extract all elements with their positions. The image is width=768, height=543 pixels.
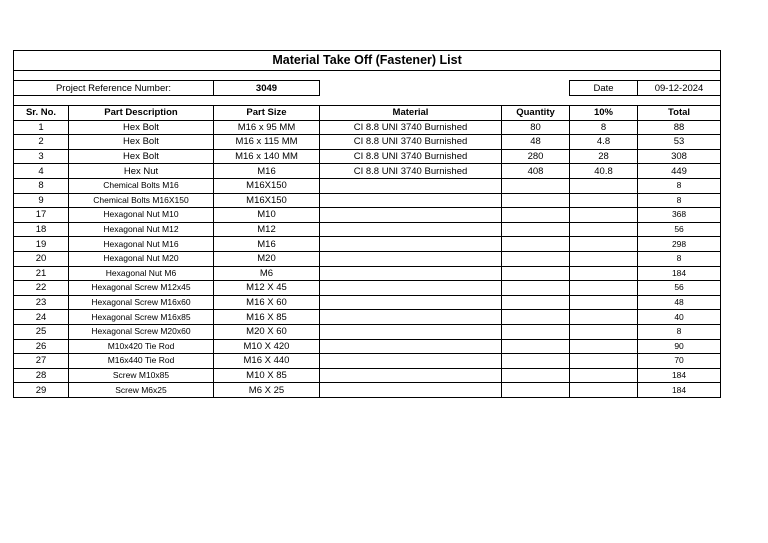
table-row xyxy=(14,310,721,325)
cell-sr: 1 xyxy=(14,120,69,135)
table-row xyxy=(14,222,721,237)
table-row xyxy=(14,208,721,223)
cell-percent xyxy=(570,266,638,281)
cell-total: 184 xyxy=(638,368,721,383)
cell-description: Hex Bolt xyxy=(69,149,214,164)
cell-sr: 28 xyxy=(14,368,69,383)
cell-percent xyxy=(570,310,638,325)
cell-percent xyxy=(570,324,638,339)
cell-percent xyxy=(570,208,638,223)
cell-material xyxy=(320,310,502,325)
cell-total: 184 xyxy=(638,266,721,281)
cell-percent xyxy=(570,193,638,208)
col-header-total: Total xyxy=(638,106,721,121)
date-label: Date xyxy=(570,81,638,96)
col-header-description: Part Description xyxy=(69,106,214,121)
table-row xyxy=(14,324,721,339)
cell-material: CI 8.8 UNI 3740 Burnished xyxy=(320,149,502,164)
cell-size: M16 xyxy=(214,237,320,252)
cell-size: M16 xyxy=(214,164,320,179)
table-row xyxy=(14,383,721,398)
cell-quantity xyxy=(502,251,570,266)
cell-quantity xyxy=(502,383,570,398)
cell-sr: 24 xyxy=(14,310,69,325)
mto-table xyxy=(13,50,721,398)
cell-description: Screw M10x85 xyxy=(69,368,214,383)
cell-quantity xyxy=(502,281,570,296)
cell-sr: 20 xyxy=(14,251,69,266)
cell-sr: 21 xyxy=(14,266,69,281)
cell-percent xyxy=(570,354,638,369)
cell-sr: 19 xyxy=(14,237,69,252)
cell-percent xyxy=(570,251,638,266)
cell-description: Hexagonal Nut M12 xyxy=(69,222,214,237)
cell-description: Hex Bolt xyxy=(69,135,214,150)
cell-percent xyxy=(570,368,638,383)
cell-total: 8 xyxy=(638,178,721,193)
cell-total: 56 xyxy=(638,281,721,296)
table-row xyxy=(14,295,721,310)
cell-quantity xyxy=(502,237,570,252)
cell-material xyxy=(320,339,502,354)
cell-total: 298 xyxy=(638,237,721,252)
cell-percent xyxy=(570,281,638,296)
cell-total: 8 xyxy=(638,251,721,266)
cell-total: 368 xyxy=(638,208,721,223)
cell-quantity: 80 xyxy=(502,120,570,135)
cell-description: Hexagonal Nut M10 xyxy=(69,208,214,223)
cell-sr: 9 xyxy=(14,193,69,208)
cell-sr: 25 xyxy=(14,324,69,339)
cell-description: Hexagonal Screw M16x60 xyxy=(69,295,214,310)
cell-size: M12 xyxy=(214,222,320,237)
cell-material xyxy=(320,193,502,208)
cell-size: M16X150 xyxy=(214,178,320,193)
cell-size: M6 xyxy=(214,266,320,281)
cell-total: 40 xyxy=(638,310,721,325)
cell-total: 90 xyxy=(638,339,721,354)
cell-description: Chemical Bolts M16 xyxy=(69,178,214,193)
cell-description: Hex Bolt xyxy=(69,120,214,135)
col-header-size: Part Size xyxy=(214,106,320,121)
cell-sr: 18 xyxy=(14,222,69,237)
cell-total: 88 xyxy=(638,120,721,135)
cell-percent xyxy=(570,295,638,310)
cell-quantity: 280 xyxy=(502,149,570,164)
cell-percent xyxy=(570,178,638,193)
table-row xyxy=(14,178,721,193)
cell-quantity xyxy=(502,368,570,383)
cell-material xyxy=(320,295,502,310)
cell-material xyxy=(320,383,502,398)
cell-size: M6 X 25 xyxy=(214,383,320,398)
cell-sr: 26 xyxy=(14,339,69,354)
cell-quantity xyxy=(502,222,570,237)
cell-quantity xyxy=(502,310,570,325)
cell-sr: 3 xyxy=(14,149,69,164)
cell-total: 8 xyxy=(638,324,721,339)
cell-size: M20 xyxy=(214,251,320,266)
table-row xyxy=(14,339,721,354)
table-row xyxy=(14,368,721,383)
project-ref-value: 3049 xyxy=(214,81,320,96)
cell-percent xyxy=(570,237,638,252)
spacer-row xyxy=(14,96,721,106)
cell-sr: 2 xyxy=(14,135,69,150)
cell-sr: 4 xyxy=(14,164,69,179)
cell-percent xyxy=(570,383,638,398)
cell-total: 449 xyxy=(638,164,721,179)
cell-material xyxy=(320,324,502,339)
cell-total: 53 xyxy=(638,135,721,150)
table-row xyxy=(14,193,721,208)
fastener-sheet xyxy=(13,50,720,398)
cell-sr: 8 xyxy=(14,178,69,193)
cell-description: Hexagonal Nut M16 xyxy=(69,237,214,252)
table-row xyxy=(14,251,721,266)
table-row xyxy=(14,354,721,369)
col-header-percent: 10% xyxy=(570,106,638,121)
cell-quantity: 48 xyxy=(502,135,570,150)
cell-total: 48 xyxy=(638,295,721,310)
cell-size: M16X150 xyxy=(214,193,320,208)
page-title: Material Take Off (Fastener) List xyxy=(14,51,721,71)
cell-percent: 4.8 xyxy=(570,135,638,150)
cell-material: CI 8.8 UNI 3740 Burnished xyxy=(320,120,502,135)
project-ref-label: Project Reference Number: xyxy=(14,81,214,96)
table-row xyxy=(14,164,721,179)
cell-size: M16 x 115 MM xyxy=(214,135,320,150)
cell-material xyxy=(320,368,502,383)
table-row xyxy=(14,237,721,252)
spacer-row xyxy=(14,71,721,81)
cell-sr: 23 xyxy=(14,295,69,310)
cell-percent: 28 xyxy=(570,149,638,164)
cell-material xyxy=(320,208,502,223)
cell-quantity: 408 xyxy=(502,164,570,179)
cell-quantity xyxy=(502,178,570,193)
cell-total: 70 xyxy=(638,354,721,369)
cell-sr: 29 xyxy=(14,383,69,398)
cell-description: M16x440 Tie Rod xyxy=(69,354,214,369)
cell-size: M10 X 85 xyxy=(214,368,320,383)
header-row xyxy=(14,106,721,121)
cell-total: 184 xyxy=(638,383,721,398)
cell-description: Chemical Bolts M16X150 xyxy=(69,193,214,208)
cell-material xyxy=(320,251,502,266)
cell-percent: 40.8 xyxy=(570,164,638,179)
cell-sr: 22 xyxy=(14,281,69,296)
cell-size: M16 X 60 xyxy=(214,295,320,310)
cell-description: Hexagonal Screw M20x60 xyxy=(69,324,214,339)
cell-quantity xyxy=(502,339,570,354)
cell-sr: 17 xyxy=(14,208,69,223)
col-header-quantity: Quantity xyxy=(502,106,570,121)
cell-total: 8 xyxy=(638,193,721,208)
table-row xyxy=(14,281,721,296)
info-blank xyxy=(320,81,570,96)
cell-size: M20 X 60 xyxy=(214,324,320,339)
table-row xyxy=(14,120,721,135)
cell-quantity xyxy=(502,266,570,281)
cell-size: M16 X 440 xyxy=(214,354,320,369)
cell-total: 308 xyxy=(638,149,721,164)
cell-size: M10 xyxy=(214,208,320,223)
cell-description: Hex Nut xyxy=(69,164,214,179)
cell-sr: 27 xyxy=(14,354,69,369)
cell-description: Hexagonal Nut M20 xyxy=(69,251,214,266)
cell-material xyxy=(320,178,502,193)
cell-quantity xyxy=(502,324,570,339)
cell-description: M10x420 Tie Rod xyxy=(69,339,214,354)
cell-material xyxy=(320,354,502,369)
cell-size: M16 X 85 xyxy=(214,310,320,325)
cell-quantity xyxy=(502,295,570,310)
cell-quantity xyxy=(502,354,570,369)
cell-quantity xyxy=(502,193,570,208)
cell-material: CI 8.8 UNI 3740 Burnished xyxy=(320,135,502,150)
table-row xyxy=(14,266,721,281)
cell-size: M12 X 45 xyxy=(214,281,320,296)
cell-percent xyxy=(570,339,638,354)
cell-material xyxy=(320,222,502,237)
cell-size: M16 x 140 MM xyxy=(214,149,320,164)
table-row xyxy=(14,149,721,164)
cell-material xyxy=(320,237,502,252)
cell-description: Hexagonal Nut M6 xyxy=(69,266,214,281)
cell-description: Hexagonal Screw M12x45 xyxy=(69,281,214,296)
cell-percent xyxy=(570,222,638,237)
cell-percent: 8 xyxy=(570,120,638,135)
col-header-material: Material xyxy=(320,106,502,121)
cell-size: M16 x 95 MM xyxy=(214,120,320,135)
cell-total: 56 xyxy=(638,222,721,237)
cell-material: CI 8.8 UNI 3740 Burnished xyxy=(320,164,502,179)
cell-quantity xyxy=(502,208,570,223)
cell-material xyxy=(320,281,502,296)
date-value: 09-12-2024 xyxy=(638,81,721,96)
table-row xyxy=(14,135,721,150)
cell-material xyxy=(320,266,502,281)
cell-description: Screw M6x25 xyxy=(69,383,214,398)
cell-size: M10 X 420 xyxy=(214,339,320,354)
cell-description: Hexagonal Screw M16x85 xyxy=(69,310,214,325)
col-header-sr: Sr. No. xyxy=(14,106,69,121)
